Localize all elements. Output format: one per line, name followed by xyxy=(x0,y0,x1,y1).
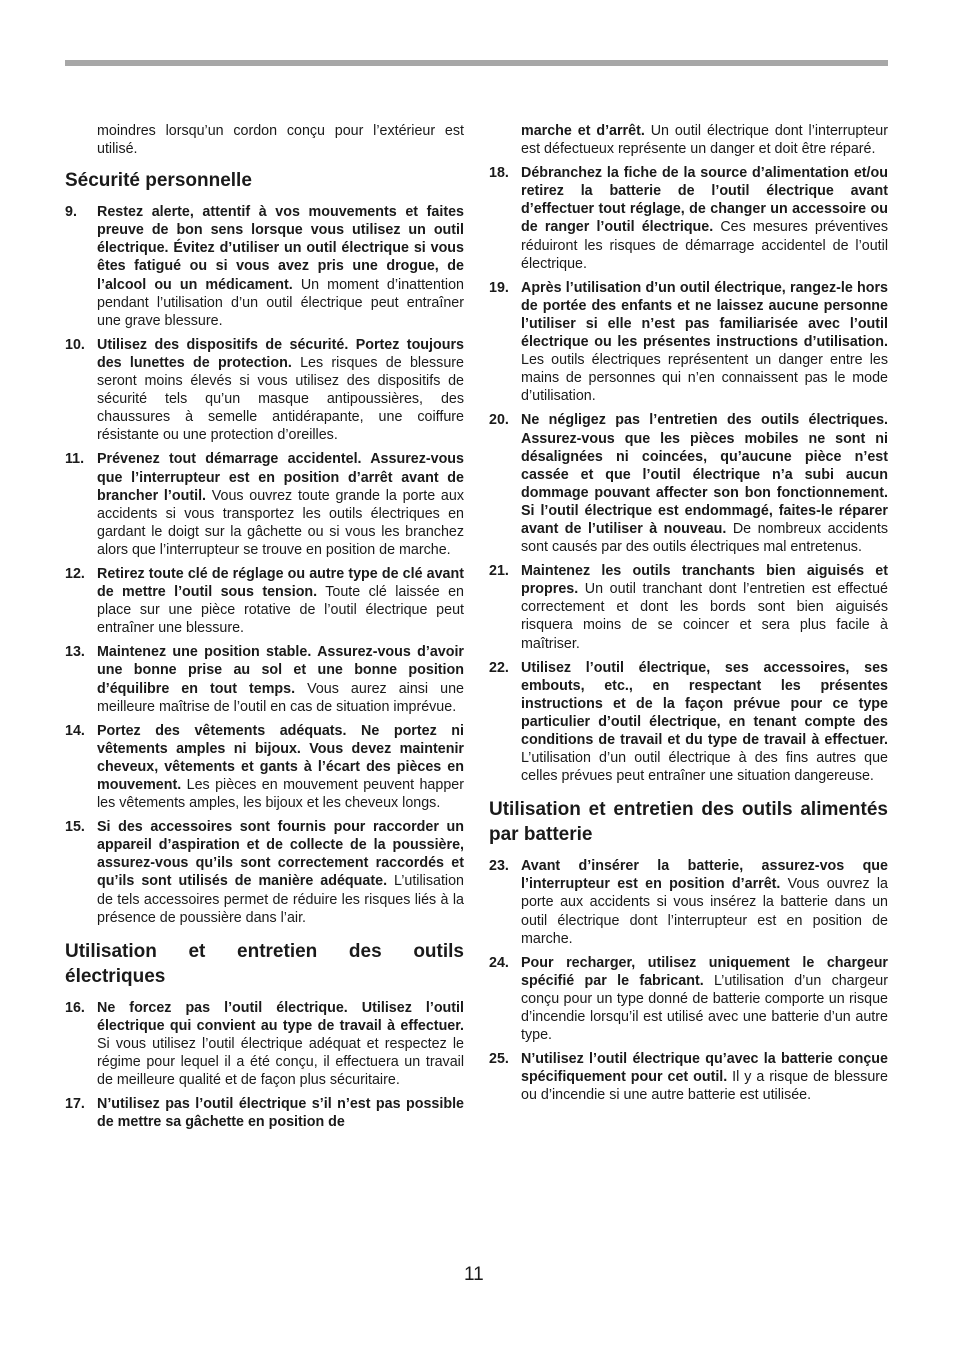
item-plain-text: L’utilisation de tels accessoires permet de réduire les risques liés à la présence de poussière dans l’air. xyxy=(97,873,464,926)
item-bold-text: Portez des vêtements adéquats. Ne portez ni vêtements amples ni bijoux. Vous devez maintenir cheveux, vêtements et gants à l’écart des pièces en mouvement. xyxy=(97,722,464,793)
item-plain-text: Vous ouvrez toute grande la porte aux accidents si vous transportez les outils électriques en gardant le doigt sur la gâchette ou si vous les branchez alors que l’interrupteur se trouve en position de marche. xyxy=(97,487,464,558)
item-text xyxy=(521,164,888,273)
list-item xyxy=(65,818,464,927)
item-bold-text: Débranchez la fiche de la source d’alimentation et/ou retirez la batterie de l’outil électrique avant d’effectuer tout réglage, de changer un accessoire ou de ranger l’outil électrique. xyxy=(521,165,888,236)
item-plain-text: L’utilisation d’un outil électrique à des fins autres que celles prévues peut entraîner une situation dangereuse. xyxy=(521,750,888,785)
list-item xyxy=(65,450,464,559)
item-bold-text: Maintenez une position stable. Assurez-vous d’avoir une bonne prise au sol et une bonne position d’équilibre en tout temps. xyxy=(97,644,464,697)
item-number: 17. xyxy=(65,1096,85,1113)
item-number: 13. xyxy=(65,644,85,661)
item-number: 19. xyxy=(489,279,509,296)
item-plain-text: Vous ouvrez la porte aux accidents si vous insérez la batterie dans un outil électrique dont l’interrupteur est en position de marche. xyxy=(521,876,888,947)
item-plain-text: Les pièces en mouvement peuvent happer les vêtements amples, les bijoux et les cheveux longs. xyxy=(97,777,464,812)
item-number: 9. xyxy=(65,204,77,221)
list-item xyxy=(489,411,888,556)
item-text xyxy=(521,562,888,652)
item-plain-text: Un moment d’inattention pendant l’utilisation d’un outil électrique peut entraîner une grave blessure. xyxy=(97,276,464,329)
heading-personal-safety: Sécurité personnelle xyxy=(65,170,252,192)
item-number: 14. xyxy=(65,722,85,739)
list-tool-use-cont xyxy=(489,164,888,785)
item-text xyxy=(521,954,888,1044)
item-text xyxy=(97,643,464,715)
item-bold-text: Retirez toute clé de réglage ou autre type de clé avant de mettre l’outil sous tension. xyxy=(97,565,464,601)
item-number: 12. xyxy=(65,565,85,582)
list-item xyxy=(489,857,888,947)
item-number: 21. xyxy=(489,563,509,580)
lead-text: moindres lorsqu’un cordon conçu pour l’extérieur est utilisé. xyxy=(97,123,464,158)
item-plain-text: Il y a risque de blessure ou d’incendie si une autre batterie est utilisée. xyxy=(521,1069,888,1104)
item-bold-text: Ne forcez pas l’outil électrique. Utilisez l’outil électrique qui convient au type de travail à effectuer. xyxy=(97,999,464,1034)
list-item xyxy=(65,336,464,445)
item-bold-text: N’utilisez l’outil électrique qu’avec la batterie conçue spécifiquement pour cet outil. xyxy=(521,1051,888,1086)
item-number: 15. xyxy=(65,819,85,836)
list-battery-tools xyxy=(489,857,888,1104)
item-plain-text: Ces mesures préventives réduiront les risques de démarrage accidentel de l’outil électrique. xyxy=(521,219,888,272)
item-bold-text: Prévenez tout démarrage accidentel. Assurez-vous que l’interrupteur est en position d’arrêt avant de brancher l’outil. xyxy=(97,451,464,504)
item-text xyxy=(97,1095,464,1131)
page-number: 11 xyxy=(464,1264,484,1285)
item-number: 16. xyxy=(65,999,85,1016)
item-plain-text: Vous aurez ainsi une meilleure maîtrise de l’outil en cas de situation imprévue. xyxy=(97,680,464,715)
list-item xyxy=(489,562,888,652)
item-text xyxy=(97,722,464,812)
list-item xyxy=(65,1095,464,1131)
item-text xyxy=(97,450,464,559)
list-item xyxy=(65,722,464,812)
item-text xyxy=(521,1050,888,1104)
list-item xyxy=(489,279,888,406)
right-column xyxy=(489,122,888,1111)
item-text xyxy=(97,203,464,330)
top-rule xyxy=(65,60,888,66)
list-item xyxy=(489,164,888,273)
item-text xyxy=(97,818,464,927)
item-bold-text: Avant d’insérer la batterie, assurez-vos que l’interrupteur est en position d’arrêt. xyxy=(521,858,888,893)
item-number: 20. xyxy=(489,412,509,429)
list-item xyxy=(65,565,464,637)
list-personal-safety xyxy=(65,203,464,927)
list-tool-use xyxy=(65,999,464,1132)
list-item xyxy=(65,643,464,715)
item-text xyxy=(521,279,888,406)
item-number: 18. xyxy=(489,165,509,182)
item-bold-text: Maintenez les outils tranchants bien aiguisés et propres. xyxy=(521,563,888,598)
item-number: 10. xyxy=(65,336,85,353)
heading-battery-tools: Utilisation et entretien des outils alimentés par batterie xyxy=(489,799,888,846)
list-item xyxy=(65,203,464,330)
list-item xyxy=(489,1050,888,1104)
item-bold-text: Après l’utilisation d’un outil électrique, rangez-le hors de portée des enfants et ne laissez aucune personne l’utiliser si elle n’est pas familiarisée avec l’outil électrique ou les présentes instructions d’utilisation. xyxy=(521,279,888,351)
item-plain-text: Toute clé laissée en place sur une pièce rotative de l’outil électrique peut entraîner une blessure. xyxy=(97,584,464,637)
item-bold-text: Pour recharger, utilisez uniquement le chargeur spécifié par le fabricant. xyxy=(521,954,888,989)
item-bold-text: Utilisez des dispositifs de sécurité. Portez toujours des lunettes de protection. xyxy=(97,336,464,371)
item-text xyxy=(521,411,888,556)
item-number: 24. xyxy=(489,954,509,971)
item-bold-text: Utilisez l’outil électrique, ses accessoires, ses embouts, etc., en respectant les présentes instructions et de la façon prévue pour ce type particulier d’outil électrique, en tenant compte des conditions de travail et du type de travail à effectuer. xyxy=(521,659,888,748)
continued-bold: marche et d’arrêt. xyxy=(521,123,645,139)
item-plain-text: De nombreux accidents sont causés par des outils électriques mal entretenus. xyxy=(521,520,889,556)
item-bold-text: Restez alerte, attentif à vos mouvements et faites preuve de bon sens lorsque vous utilisez un outil électrique. Évitez d’utiliser un outil électrique si vous êtes fatigué ou si vous avez pris une drogue, de l’alcool ou un médicament. xyxy=(97,204,464,293)
list-item xyxy=(489,659,888,786)
item-bold-text: N’utilisez pas l’outil électrique s’il n’est pas possible de mettre sa gâchette en position de xyxy=(97,1096,464,1131)
item-number: 22. xyxy=(489,659,509,676)
item-plain-text: Les outils électriques représentent un danger entre les mains de personnes qui n’en connaissent pas le mode d’utilisation. xyxy=(521,352,888,405)
item-plain-text: L’utilisation d’un chargeur conçu pour un type donné de batterie comporte un risque d’incendie lorsqu’il est utilisé avec une batterie d’un autre type. xyxy=(521,972,888,1044)
item-bold-text: Si des accessoires sont fournis pour raccorder un appareil d’aspiration et de collecte de la poussière, assurez-vous qu’ils sont correctement raccordés et qu’ils sont utilisés de manière adéquate. xyxy=(97,819,464,890)
list-item xyxy=(489,954,888,1044)
item-number: 25. xyxy=(489,1051,509,1068)
item-text xyxy=(97,336,464,445)
item-text xyxy=(521,659,888,786)
item-plain-text: Les risques de blessure seront moins élevés si vous utilisez des dispositifs de sécurité tels qu’un masque antipoussières, des chaussures à semelle antidérapante, une coiffure résistante ou une protection d’oreilles. xyxy=(97,354,464,444)
item-number: 23. xyxy=(489,858,509,875)
item-plain-text: Un outil tranchant dont l’entretien est effectué correctement et dont les bords sont bien aiguisés risquera moins de se coincer et sera plus facile à maîtriser. xyxy=(521,581,888,652)
item-number: 11. xyxy=(65,451,85,468)
item-text xyxy=(97,565,464,637)
left-column xyxy=(65,122,464,1137)
item-text xyxy=(521,857,888,947)
item-text xyxy=(97,999,464,1089)
list-item xyxy=(65,999,464,1089)
continued-rest: Un outil électrique dont l’interrupteur est défectueux représente un danger et doit être réparé. xyxy=(521,123,888,158)
continued-text xyxy=(489,122,888,158)
item-bold-text: Ne négligez pas l’entretien des outils électriques. Assurez-vous que les pièces mobiles ne sont ni désalignées ni coincées, qu’aucune pièce n’est cassée et que l’outil électrique n’a subi aucun dommage pouvant affecter son bon fonctionnement. Si l’outil électrique est endommagé, faites-le réparer avant de l’utiliser à nouveau. xyxy=(521,412,888,537)
item-plain-text: Si vous utilisez l’outil électrique adéquat et respectez le régime pour lequel il a été conçu, il effectuera un travail de meilleure qualité et de façon plus sécuritaire. xyxy=(97,1035,464,1089)
heading-tool-use: Utilisation et entretien des outils électriques xyxy=(65,940,464,987)
